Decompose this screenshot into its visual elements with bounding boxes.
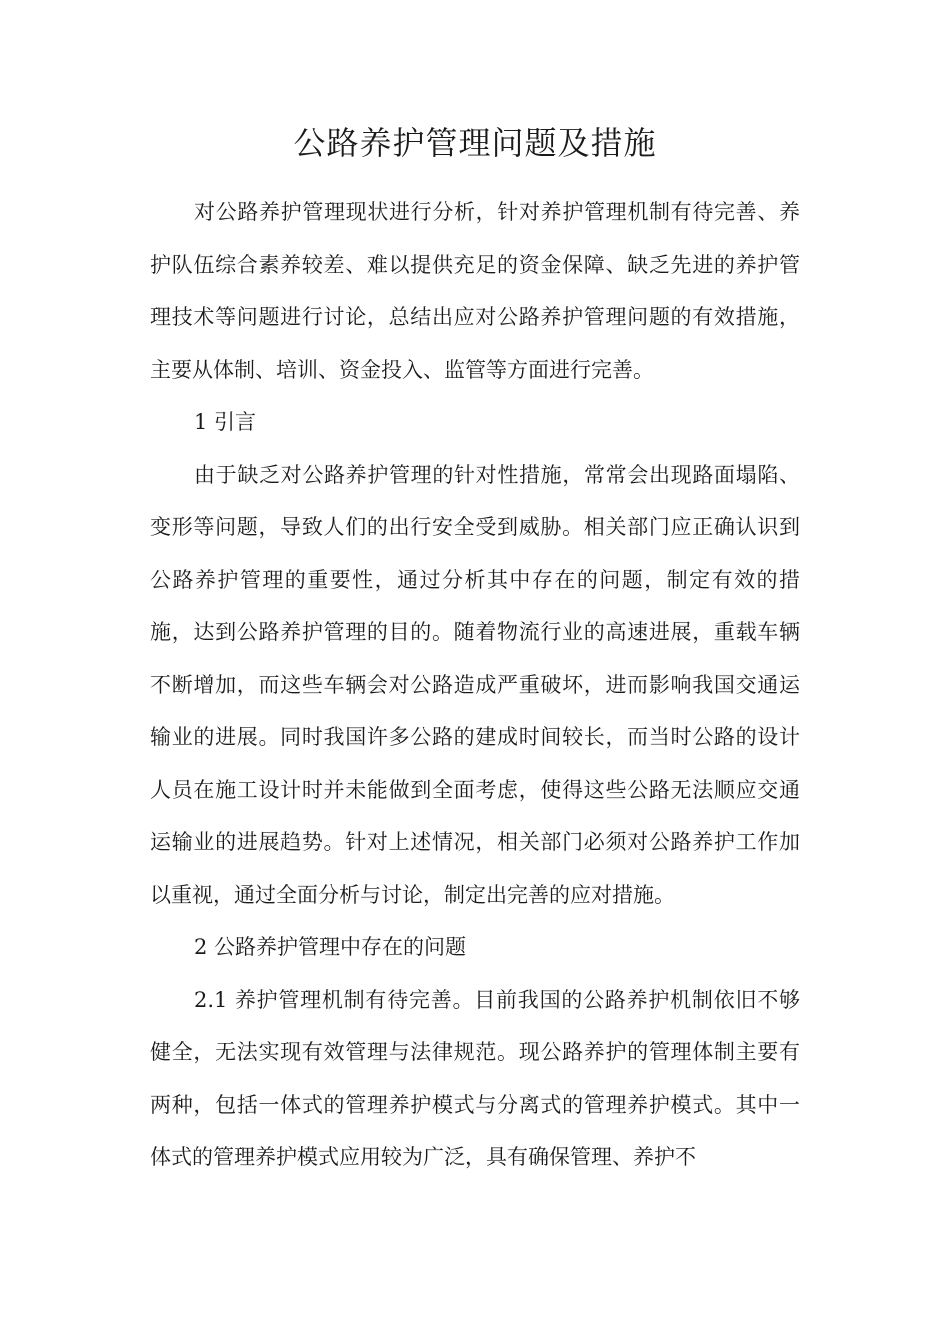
- introduction-paragraph: 由于缺乏对公路养护管理的针对性措施，常常会出现路面塌陷、变形等问题，导致人们的出行安全受到威胁。相关部门应正确认识到公路养护管理的重要性，通过分析其中存在的问题，制定有效的措施，达到公路养护管理的目的。随着物流行业的高速进展，重载车辆不断增加，而这些车辆会对公路造成严重破坏，进而影响我国交通运输业的进展。同时我国许多公路的建成时间较长，而当时公路的设计人员在施工设计时并未能做到全面考虑，使得这些公路无法顺应交通运输业的进展趋势。针对上述情况，相关部门必须对公路养护工作加以重视，通过全面分析与讨论，制定出完善的应对措施。: [150, 462, 800, 907]
- abstract-paragraph: 对公路养护管理现状进行分析，针对养护管理机制有待完善、养护队伍综合素养较差、难以提供充足的资金保障、缺乏先进的养护管理技术等问题进行讨论，总结出应对公路养护管理问题的有效措施，主要从体制、培训、资金投入、监管等方面进行完善。: [150, 200, 800, 382]
- subsection-paragraph-2-1: 2.1 养护管理机制有待完善。目前我国的公路养护机制依旧不够健全，无法实现有效管理与法律规范。现公路养护的管理体制主要有两种，包括一体式的管理养护模式与分离式的管理养护模式。其中一体式的管理养护模式应用较为广泛，具有确保管理、养护不: [150, 987, 800, 1169]
- document-body: [150, 186, 800, 1184]
- document-title: 公路养护管理问题及措施: [293, 124, 657, 162]
- section-heading-introduction: 1 引言: [194, 410, 257, 434]
- section-heading-problems: 2 公路养护管理中存在的问题: [194, 935, 467, 959]
